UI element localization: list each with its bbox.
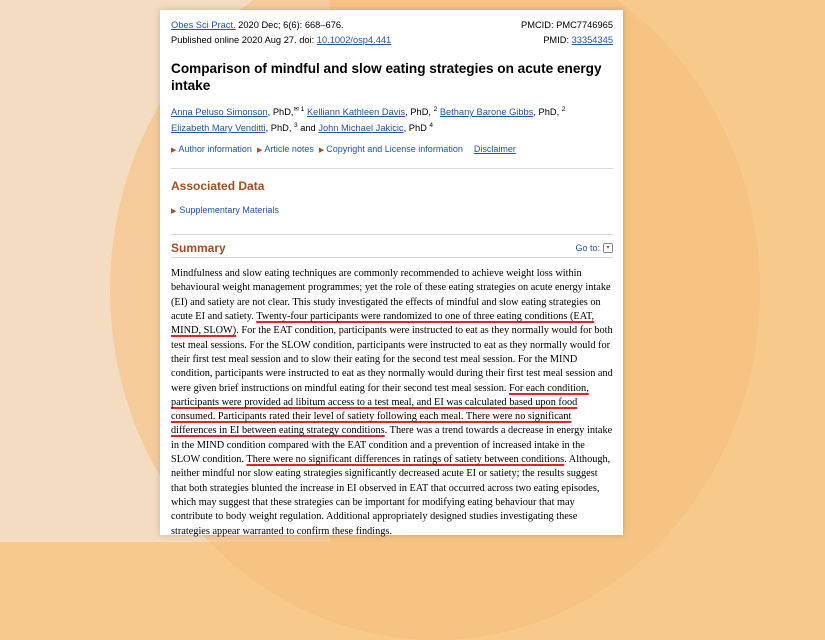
article-meta-links bbox=[171, 144, 613, 154]
citation-ids bbox=[521, 18, 613, 48]
disclaimer-link[interactable]: Disclaimer bbox=[473, 144, 516, 155]
copyright-toggle[interactable] bbox=[319, 144, 463, 154]
article-page bbox=[160, 10, 623, 535]
triangle-right-icon: ▶ bbox=[318, 147, 325, 155]
author-degree: , PhD, bbox=[533, 107, 562, 118]
supplementary-label: Supplementary Materials bbox=[179, 205, 279, 216]
author-affiliation: 4 bbox=[429, 122, 434, 130]
summary-segment: . There was a trend towards a decrease in energy intake in the MIND condition compared with the EAT condition and a prevention of increased intake in the SLOW condition. bbox=[171, 425, 613, 466]
divider bbox=[171, 234, 613, 235]
author-affiliation: 3 bbox=[294, 122, 298, 130]
pmcid: PMCID: PMC7746965 bbox=[521, 20, 613, 30]
author-link[interactable]: John Michael Jakicic bbox=[318, 123, 404, 134]
highlighted-sentence: Twenty-four participants were randomized to one of three eating conditions (EAT, MIND, SLOW) bbox=[171, 311, 595, 337]
summary-heading: Summary bbox=[171, 241, 226, 256]
published-prefix: Published online 2020 Aug 27. doi: bbox=[171, 35, 317, 45]
author-degree: , PhD, bbox=[265, 123, 294, 134]
pmid-line bbox=[521, 33, 613, 48]
pmid-link[interactable]: 33354345 bbox=[571, 35, 613, 45]
pmid-label: PMID: bbox=[543, 35, 572, 45]
author-info-label: Author information bbox=[178, 144, 252, 155]
author-degree: , PhD, bbox=[405, 107, 434, 118]
and-text: and bbox=[297, 123, 319, 134]
goto-menu[interactable] bbox=[575, 243, 613, 253]
summary-segment: . Although, neither mindful nor slow eating strategies significantly decreased acute EI or satiety; the results suggest that both strategies blunted the increase in EI observed in EAT that occurred across two eating episodes, which may suggest that these strategies can be important for modifying eating behaviour that may contribute to body weight regulation. Additional appropriately designed studies investigating these strategies appear warranted to confirm these findings. bbox=[171, 454, 611, 537]
author-link[interactable]: Kelliann Kathleen Davis bbox=[306, 107, 406, 118]
author-affiliation: 2 bbox=[433, 106, 438, 113]
triangle-right-icon: ▶ bbox=[256, 147, 263, 155]
author-degree: , PhD, bbox=[267, 107, 294, 118]
author-link[interactable]: Elizabeth Mary Venditti bbox=[171, 123, 266, 134]
divider bbox=[171, 168, 613, 169]
associated-data-heading: Associated Data bbox=[171, 179, 265, 194]
highlighted-sentence: There were no significant differences in ratings of satiety between conditions bbox=[246, 454, 565, 466]
published-line bbox=[171, 33, 391, 48]
article-notes-label: Article notes bbox=[264, 144, 314, 155]
author-link[interactable]: Bethany Barone Gibbs bbox=[439, 107, 534, 118]
summary-header bbox=[171, 241, 613, 255]
goto-label: Go to: bbox=[575, 243, 600, 254]
doi-link[interactable]: 10.1002/osp4.441 bbox=[316, 35, 392, 45]
journal-link[interactable]: Obes Sci Pract. bbox=[171, 20, 236, 30]
copyright-label: Copyright and License information bbox=[326, 144, 463, 155]
triangle-right-icon: ▶ bbox=[171, 208, 177, 216]
author-info-toggle[interactable] bbox=[171, 144, 252, 154]
author-degree: , PhD bbox=[403, 123, 430, 134]
article-notes-toggle[interactable] bbox=[257, 144, 314, 154]
citation-header bbox=[171, 18, 613, 48]
summary-segment: . For the EAT condition, participants were instructed to eat as they normally would for both test meal sessions. For the SLOW condition, participants were instructed to eat as they normally would for their first test meal session and to slow their eating for the second test meal session. For the MIND condition, participants were instructed to eat as they normally would during their first test meal session and were given brief instructions on mindful eating for their second test meal session. bbox=[171, 325, 613, 394]
summary-segment: Mindfulness and slow eating techniques are commonly recommended to achieve weight loss within behavioural weight management programmes; yet the role of these eating strategies on acute energy intake (EI) and satiety are not clear. This study investigated the effects of mindful and slow eating strategies on acute EI and satiety. bbox=[171, 268, 611, 323]
author-link[interactable]: Anna Peluso Simonson bbox=[171, 107, 268, 118]
summary-text bbox=[171, 267, 613, 539]
citation-left bbox=[171, 18, 391, 48]
triangle-right-icon: ▶ bbox=[171, 147, 177, 155]
highlighted-sentence: For each condition, participants were provided ad libitum access to a test meal, and EI was calculated based upon food consumed. Participants rated their level of satiety following each meal. There were no significant differences in EI between eating strategy conditions bbox=[171, 382, 589, 437]
chevron-down-icon: ▾ bbox=[603, 243, 613, 253]
divider bbox=[171, 257, 613, 258]
author-affiliation: 2 bbox=[561, 106, 566, 113]
supplementary-materials-toggle[interactable] bbox=[171, 205, 613, 215]
author-list bbox=[171, 103, 613, 135]
journal-line bbox=[171, 18, 391, 33]
journal-issue: 2020 Dec; 6(6): 668–676. bbox=[235, 20, 344, 30]
author-affiliation: ✉ 1 bbox=[293, 106, 305, 113]
article-title: Comparison of mindful and slow eating strategies on acute energy intake bbox=[171, 61, 602, 93]
